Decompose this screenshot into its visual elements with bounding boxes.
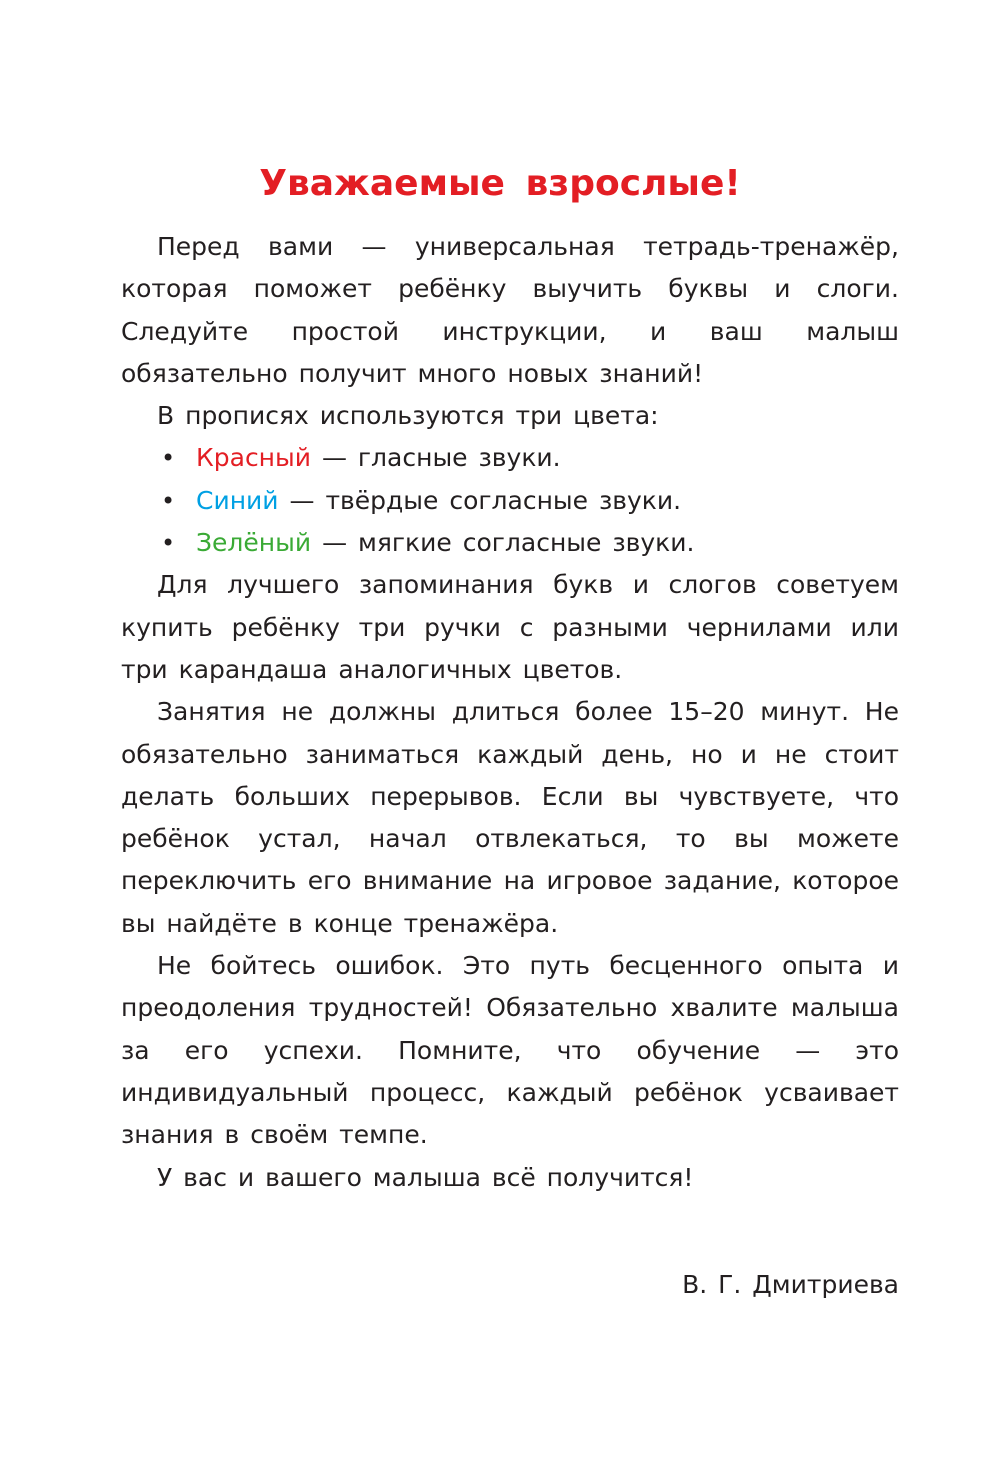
list-item [121, 522, 899, 564]
color-description: — мягкие согласные звуки. [322, 528, 695, 558]
mistakes-paragraph: Не бойтесь ошибок. Это путь бесценного опыта и преодоления трудностей! Обязательно хвалите малыша за его успехи. Помните, что обучение — это индивидуальный процесс, каждый ребёнок усваивает знания в своём темпе. [121, 951, 899, 1150]
color-description: — твёрдые согласные звуки. [289, 485, 682, 515]
closing-paragraph: У вас и вашего малыша всё получится! [157, 1162, 694, 1192]
color-name-blue: Синий [196, 485, 279, 515]
list-item [121, 437, 899, 479]
body-text [121, 226, 899, 1199]
page-title: Уважаемые взрослые! [259, 163, 741, 205]
color-name-red: Красный [196, 443, 312, 473]
bullet-icon: • [161, 529, 176, 558]
list-item [121, 480, 899, 522]
colors-intro-paragraph: В прописях используются три цвета: [157, 401, 659, 431]
duration-paragraph: Занятия не должны длиться более 15–20 минут. Не обязательно заниматься каждый день, но и не стоит делать больших перерывов. Если вы чувствуете, что ребёнок устал, начал отвлекаться, то вы можете переключить его внимание на игровое задание, которое вы найдёте в конце тренажёра. [121, 697, 899, 938]
signature: В. Г. Дмитриева [682, 1270, 899, 1299]
bullet-icon: • [161, 444, 176, 473]
color-name-green: Зелёный [196, 528, 312, 558]
intro-paragraph: Перед вами — универсальная тетрадь-тренажёр, которая поможет ребёнку выучить буквы и слоги. Следуйте простой инструкции, и ваш малыш обязательно получит много новых знаний! [121, 232, 899, 388]
bullet-icon: • [161, 486, 176, 515]
color-description: — гласные звуки. [321, 443, 561, 473]
color-list [121, 437, 899, 564]
pens-paragraph: Для лучшего запоминания букв и слогов советуем купить ребёнку три ручки с разными чернилами или три карандаша аналогичных цветов. [121, 570, 899, 684]
